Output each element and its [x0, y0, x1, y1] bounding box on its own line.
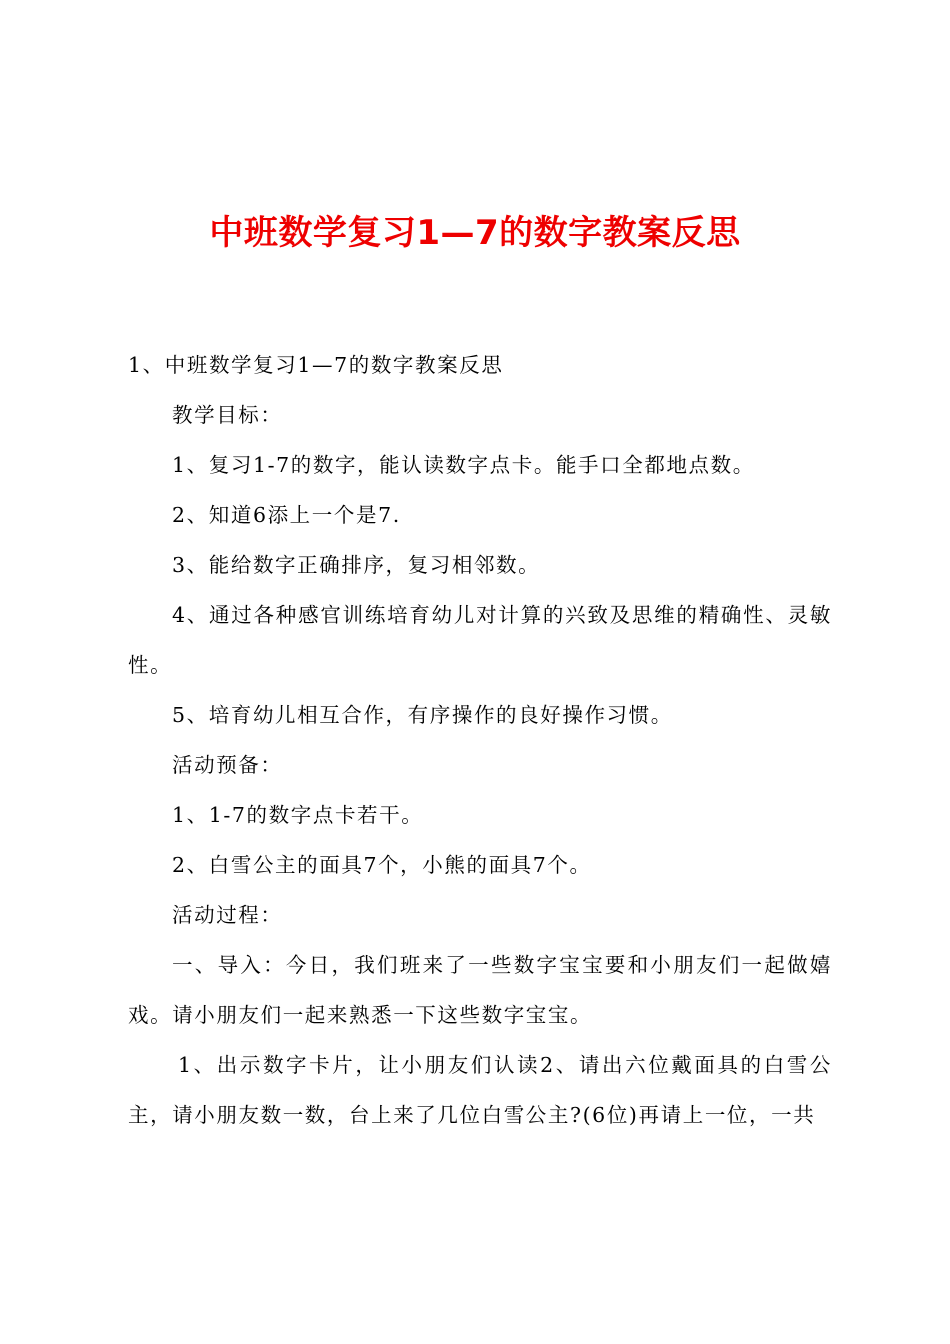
- paragraph-goal-1: 1、复习1-7的数字，能认读数字点卡。能手口全都地点数。: [172, 453, 755, 477]
- paragraph-goal-4: 4、通过各种感官训练培育幼儿对计算的兴致及思维的精确性、灵敏性。: [128, 603, 832, 677]
- paragraph-preparation-2: 2、白雪公主的面具7个，小熊的面具7个。: [172, 853, 592, 877]
- paragraph-process-heading: 活动过程：: [172, 903, 283, 927]
- paragraph-preparation-heading: 活动预备：: [172, 753, 283, 777]
- document-body: [128, 340, 832, 1140]
- paragraph-teaching-goals-heading: 教学目标：: [172, 403, 283, 427]
- document-title: 中班数学复习1—7的数字教案反思: [209, 213, 741, 253]
- paragraph-preparation-1: 1、1-7的数字点卡若干。: [172, 803, 424, 827]
- paragraph-process-intro: 一、导入：今日，我们班来了一些数字宝宝要和小朋友们一起做嬉戏。请小朋友们一起来熟悉一下这些数字宝宝。: [128, 953, 832, 1027]
- paragraph-goal-5: 5、培育幼儿相互合作，有序操作的良好操作习惯。: [172, 703, 673, 727]
- paragraph-process-step-1: 1、出示数字卡片，让小朋友们认读2、请出六位戴面具的白雪公主，请小朋友数一数，台上来了几位白雪公主?(6位)再请上一位，一共: [128, 1053, 832, 1127]
- paragraph-goal-2: 2、知道6添上一个是7.: [172, 503, 401, 527]
- paragraph-goal-3: 3、能给数字正确排序，复习相邻数。: [172, 553, 541, 577]
- section-heading: 1、中班数学复习1—7的数字教案反思: [128, 353, 504, 377]
